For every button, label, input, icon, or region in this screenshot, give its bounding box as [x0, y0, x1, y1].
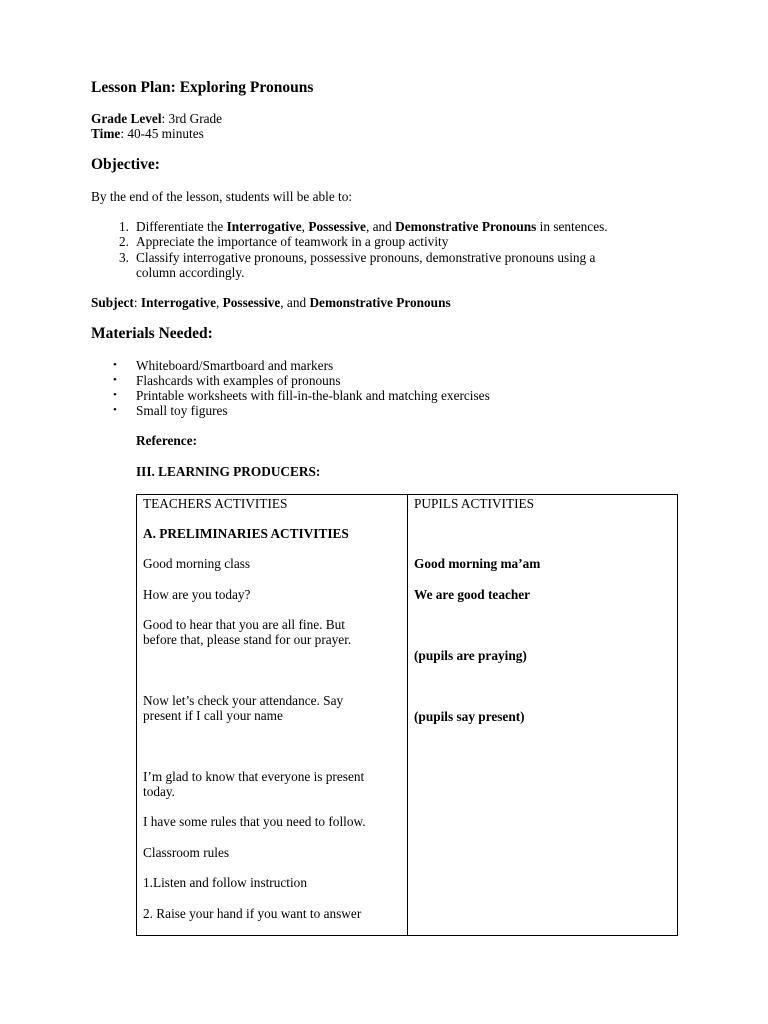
time-value: : 40-45 minutes	[120, 126, 204, 141]
objective-item-text: Classify interrogative pronouns, possessive pronouns, demonstrative pronouns using a	[136, 250, 596, 265]
objective-item-number: 1.	[119, 219, 129, 234]
document-title: Lesson Plan: Exploring Pronouns	[91, 79, 314, 96]
teacher-line: Good morning class	[143, 556, 251, 571]
teachers-activities-column	[137, 495, 408, 936]
materials-heading: Materials Needed:	[91, 325, 213, 342]
bullet-icon: •	[113, 389, 117, 401]
objective-item-number: 2.	[119, 234, 129, 249]
bullet-icon: •	[113, 359, 117, 371]
teacher-line: Now let’s check your attendance. Say	[143, 693, 344, 708]
pupil-line: Good morning ma’am	[414, 556, 541, 571]
pupil-line: (pupils are praying)	[414, 648, 527, 663]
activities-table	[136, 494, 678, 936]
teacher-line: Classroom rules	[143, 845, 230, 860]
teacher-line: present if I call your name	[143, 708, 283, 723]
teachers-activities-header: TEACHERS ACTIVITIES	[143, 496, 288, 511]
objective-item-number: 3.	[119, 250, 129, 265]
pupil-line: We are good teacher	[414, 587, 531, 602]
teacher-line: Good to hear that you are all fine. But	[143, 617, 345, 632]
time-line	[91, 126, 204, 141]
objective-item-text: Differentiate the Interrogative, Possessive, and Demonstrative Pronouns in sentences.	[136, 219, 608, 234]
pupils-activities-column	[408, 495, 678, 936]
teacher-line: today.	[143, 784, 176, 799]
time-label: Time	[91, 126, 121, 141]
teacher-line: 2. Raise your hand if you want to answer	[143, 906, 362, 921]
teacher-line: How are you today?	[143, 587, 251, 602]
pupil-line: (pupils say present)	[414, 709, 525, 724]
bullet-icon: •	[113, 404, 117, 416]
teacher-line: before that, please stand for our prayer.	[143, 632, 352, 647]
subject-label: Subject	[91, 295, 134, 310]
teacher-line: I’m glad to know that everyone is present	[143, 769, 365, 784]
grade-level-value: : 3rd Grade	[161, 111, 223, 126]
teacher-line: 1.Listen and follow instruction	[143, 875, 307, 890]
grade-level-line	[91, 111, 222, 126]
objective-item-text: column accordingly.	[136, 265, 245, 280]
grade-level-label: Grade Level	[91, 111, 162, 126]
pupils-activities-header: PUPILS ACTIVITIES	[414, 496, 535, 511]
learning-procedures-heading: III. LEARNING PRODUCERS:	[136, 464, 321, 479]
objective-item-text: Appreciate the importance of teamwork in a group activity	[136, 234, 449, 249]
objective-intro: By the end of the lesson, students will be able to:	[91, 189, 353, 204]
objective-heading: Objective:	[91, 156, 160, 173]
bullet-icon: •	[113, 374, 117, 386]
reference-label: Reference:	[136, 433, 198, 448]
preliminaries-section-title: A. PRELIMINARIES ACTIVITIES	[143, 526, 349, 541]
subject-line: Subject: Interrogative, Possessive, and Demonstrative Pronouns	[91, 295, 451, 310]
teacher-line: I have some rules that you need to follow.	[143, 814, 366, 829]
